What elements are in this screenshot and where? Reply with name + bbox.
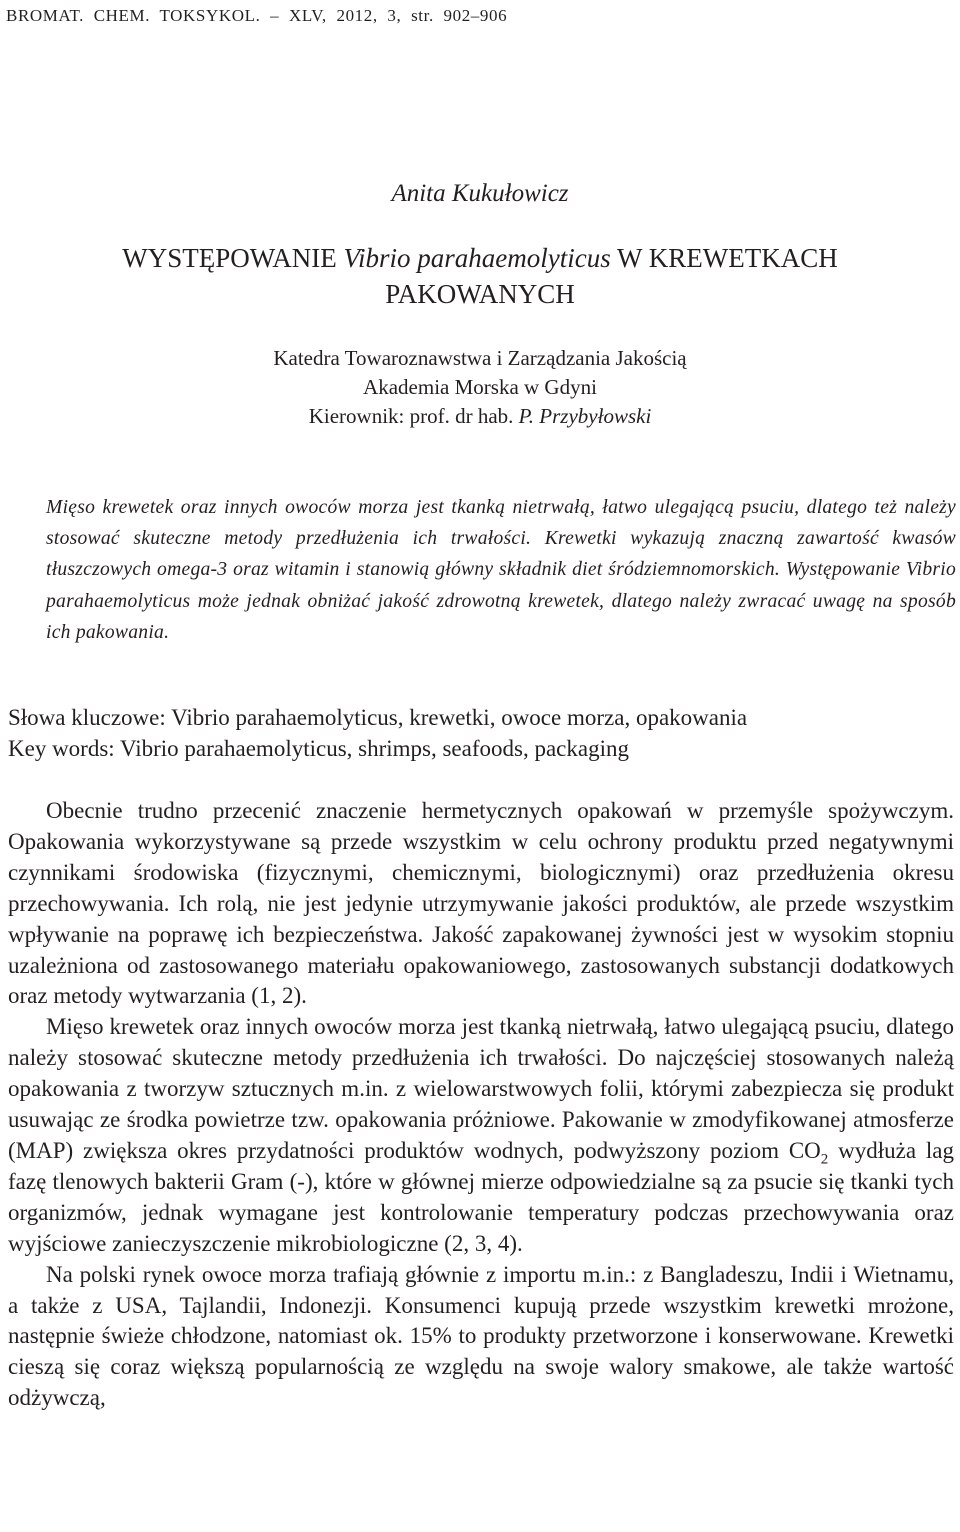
body-paragraph-2 [8,1012,954,1259]
body-paragraph-2-part2: wydłuża lag fazę tlenowych bakterii Gram (-), które w głównej mierze odpowiedzialne są za psucie się tkanki tych organizmów, jednak wymagane jest kontrolowanie temperatury podczas przechowywania oraz wyjściowe zanieczyszczenie mikrobiologiczne (2, 3, 4). [8,1137,955,1256]
title-line2: PAKOWANYCH [385,279,575,309]
title-part2: W KREWETKACH [610,243,838,273]
keywords-block [8,702,958,764]
affiliation-head-name: P. Przybyłowski [518,404,652,428]
running-head: BROMAT. CHEM. TOKSYKOL. – XLV, 2012, 3, str. 902–906 [6,6,508,25]
affiliation-head [0,402,960,431]
co2-subscript: 2 [820,1151,829,1168]
body-paragraph-2-part1: Mięso krewetek oraz innych owoców morza jest tkanką nietrwałą, łatwo ulegającą psuciu, dlatego należy stosować skuteczne metody przedłużenia ich trwałości. Do najczęściej stosowanych należą opakowania z tworzyw sztucznych m.in. z wielowarstwowych folii, którymi zabezpiecza się produkt usuwając ze środka powietrze tzw. opakowania próżniowe. Pakowanie w zmodyfikowanej atmosferze (MAP) zwiększa okres przydatności produktów wodnych, podwyższony poziom CO [8,1014,954,1163]
body-paragraph-1: Obecnie trudno przecenić znaczenie hermetycznych opakowań w przemyśle spożywczym. Opakowania wykorzystywane są przede wszystkim w celu ochrony produktu przed negatywnymi czynnikami środowiska (fizycznymi, chemicznymi, biologicznymi) oraz przedłużenia okresu przechowywania. Ich rolą, nie jest jedynie utrzymywanie jakości produktów, ale przede wszystkim wpływanie na poprawę ich bezpieczeństwa. Jakość zapakowanej żywności jest w wysokim stopniu uzależniona od zastosowanego materiału opakowaniowego, zastosowanych substancji dodatkowych oraz metody wytwarzania (1, 2). [8,798,954,1009]
abstract: Mięso krewetek oraz innych owoców morza jest tkanką nietrwałą, łatwo ulegającą psuciu, dlatego też należy stosować skuteczne metody przedłużenia ich trwałości. Krewetki wykazują znaczną zawartość kwasów tłuszczowych omega-3 oraz witamin i stanowią główny składnik diet śródziemnomorskich. Występowanie Vibrio parahaemolyticus może jednak obniżać jakość zdrowotną krewetek, dlatego należy zwracać uwagę na sposób ich pakowania. [46,497,956,643]
body-text [8,796,954,1414]
body-paragraph-3: Na polski rynek owoce morza trafiają głównie z importu m.in.: z Bangladeszu, Indii i Wietnamu, a także z USA, Tajlandii, Indonezji. Konsumenci kupują przede wszystkim krewetki mrożone, następnie świeże chłodzone, natomiast ok. 15% to produkty przetworzone i konserwowane. Krewetki cieszą się coraz większą popularnością ze względu na swoje walory smakowe, ale także wartość odżywczą, [8,1261,954,1411]
affiliation-institution: Akademia Morska w Gdyni [363,375,597,399]
affiliation-head-prefix: Kierownik: prof. dr hab. [308,404,519,428]
title-part1: WYSTĘPOWANIE [122,243,344,273]
affiliation-department: Katedra Towaroznawstwa i Zarządzania Jakością [273,346,687,370]
keywords-english: Key words: Vibrio parahaemolyticus, shrimps, seafoods, packaging [8,736,629,761]
title-species: Vibrio parahaemolyticus [343,243,611,273]
article-title [0,240,960,312]
author-name: Anita Kukułowicz [391,180,569,207]
keywords-polish: Słowa kluczowe: Vibrio parahaemolyticus, krewetki, owoce morza, opakowania [8,705,748,730]
affiliation [0,344,960,431]
